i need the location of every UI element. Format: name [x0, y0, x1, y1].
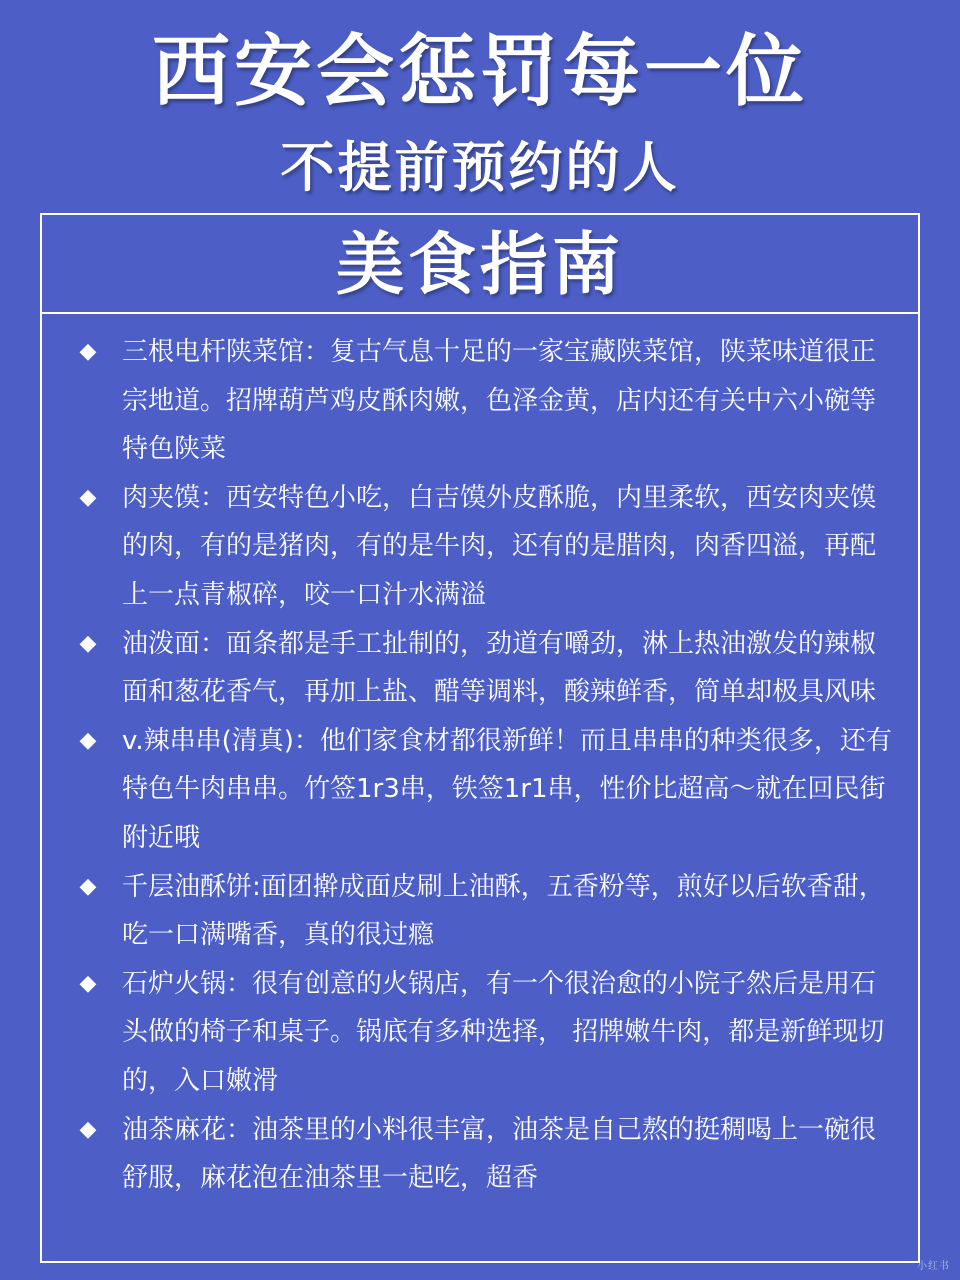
diamond-bullet-icon: ◆ — [79, 339, 97, 364]
list-item — [42, 474, 918, 620]
list-item-text: 油泼面：面条都是手工扯制的，劲道有嚼劲，淋上热油激发的辣椒面和葱花香气，再加上盐、醋等调料，酸辣鲜香，简单却极具风味 — [122, 628, 877, 708]
diamond-bullet-icon: ◆ — [79, 630, 97, 656]
list-item-text: 石炉火锅：很有创意的火锅店，有一个很治愈的小院子然后是用石头做的椅子和桌子。锅底有多种选择， 招牌嫩牛肉，都是新鲜现切的，入口嫩滑 — [122, 968, 885, 1096]
list-item-text: 三根电杆陕菜馆：复古气息十足的一家宝藏陕菜馆，陕菜味道很正宗地道。招牌葫芦鸡皮酥肉嫩，色泽金黄，店内还有关中六小碗等特色陕菜 — [122, 337, 877, 465]
list-item — [42, 1106, 918, 1203]
list-item — [42, 863, 918, 960]
list-item — [42, 620, 918, 717]
panel-heading: 美食指南 — [42, 215, 918, 314]
diamond-bullet-icon: ◆ — [79, 970, 97, 996]
list-item-text: 肉夹馍：西安特色小吃，白吉馍外皮酥脆，内里柔软，西安肉夹馍的肉，有的是猪肉，有的是牛肉，还有的是腊肉，肉香四溢，再配上一点青椒碎，咬一口汁水满溢 — [122, 482, 877, 610]
list-item-text: 千层油酥饼:面团擀成面皮刷上油酥，五香粉等，煎好以后软香甜，吃一口满嘴香，真的很过瘾 — [122, 871, 885, 951]
list-item-text: 油茶麻花：油茶里的小料很丰富，油茶是自己熬的挺稠喝上一碗很舒服，麻花泡在油茶里一起吃，超香 — [122, 1114, 877, 1194]
page-subtitle: 不提前预约的人 — [280, 136, 680, 199]
food-list — [42, 314, 918, 1203]
list-item — [42, 717, 918, 863]
watermark: 小红书 — [917, 1261, 950, 1272]
food-guide-panel — [40, 213, 920, 1263]
diamond-bullet-icon: ◆ — [79, 1116, 97, 1142]
page-title: 西安会惩罚每一位 — [151, 27, 808, 117]
diamond-bullet-icon: ◆ — [79, 873, 97, 899]
diamond-bullet-icon: ◆ — [79, 484, 97, 510]
list-item — [42, 328, 918, 474]
list-item — [42, 960, 918, 1106]
list-item-text: v.辣串串(清真)：他们家食材都很新鲜！而且串串的种类很多，还有特色牛肉串串。竹签1r3串，铁签1r1串，性价比超高～就在回民街附近哦 — [122, 725, 892, 853]
diamond-bullet-icon: ◆ — [79, 727, 97, 753]
